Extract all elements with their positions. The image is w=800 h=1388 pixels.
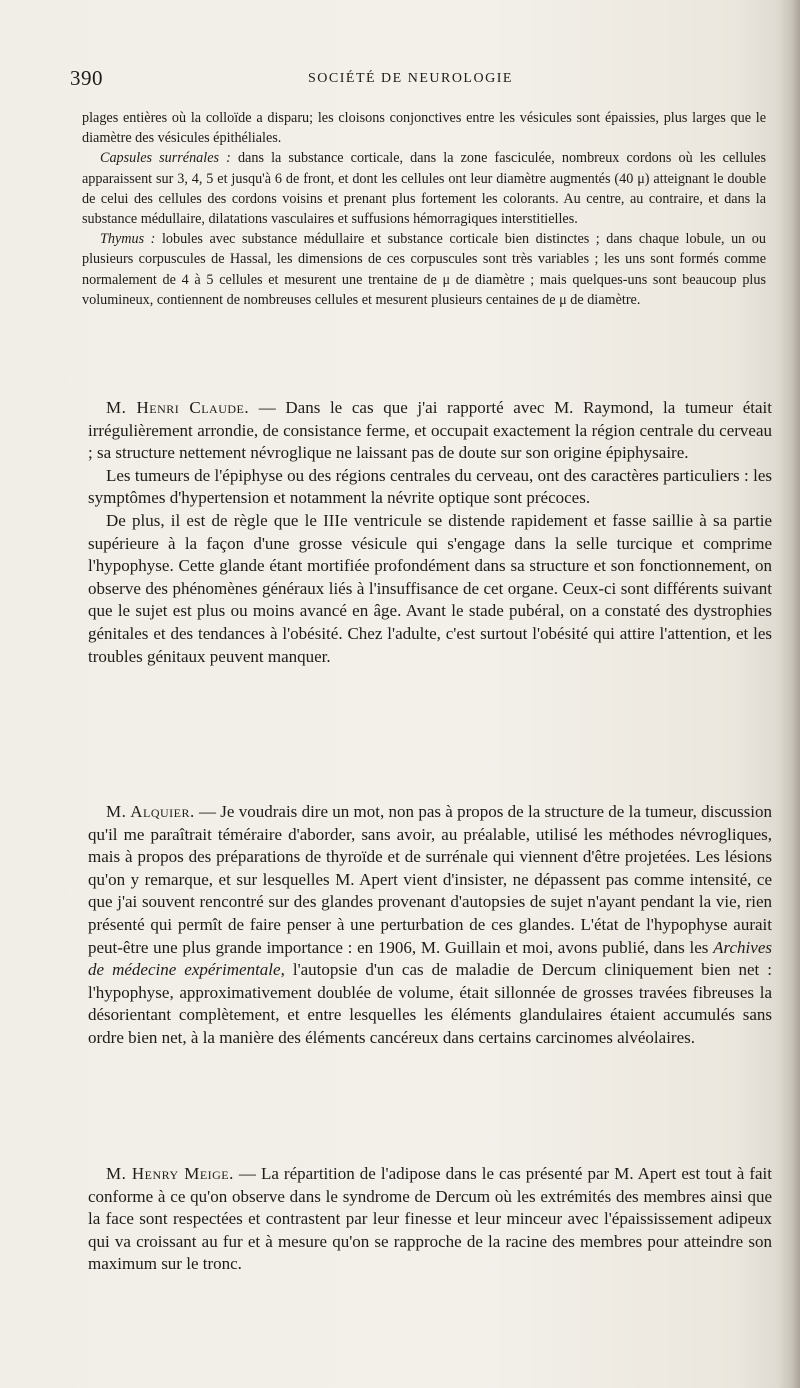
meige-text: — La répartition de l'adipose dans le cas présenté par M. Apert est tout à fait conforme à ce qu'on observe dans le syndrome de Dercum où les extrémités des membres ainsi que la face sont respectées et contrastent par leur finesse et leur minceur avec l'épaississement adipeux qui va croissant au fur et à mesure qu'on se rapproche de la racine des membres pour atteindre son maximum sur le tronc. bbox=[88, 1164, 773, 1274]
adrenal-label: Capsules surrénales : bbox=[100, 150, 231, 167]
alquier-paragraph bbox=[88, 801, 772, 1050]
journal-title: Archives de médecine expérimentale bbox=[88, 937, 772, 980]
alquier-text-b: , l'autopsie d'un cas de maladie de Dercum cliniquement bien net : l'hypophyse, approximativement doublée de volume, était sillonnée de grosses travées fibreuses la désorientant complètement, et entre lesquelles les éléments glandulaires étaient accumulés sans ordre bien net, à la manière des éléments cancéreux dans certains carcinomes alvéolaires. bbox=[88, 960, 772, 1047]
running-title: SOCIÉTÉ DE NEUROLOGIE bbox=[308, 71, 513, 86]
claude-paragraph-2: Les tumeurs de l'épiphyse ou des régions centrales du cerveau, ont des caractères particuliers : les symptômes d'hypertension et notamment la névrite optique sont précoces. bbox=[88, 465, 772, 508]
page-number: 390 bbox=[70, 66, 103, 90]
thyroid-continuation-paragraph: plages entières où la colloïde a disparu; les cloisons conjonctives entre les vésicules sont épaissies, plus larges que le diamètre des vésicules épithéliales. bbox=[82, 110, 766, 147]
alquier-text-a: — Je voudrais dire un mot, non pas à propos de la structure de la tumeur, discussion qu'il me paraîtrait téméraire d'aborder, sans avoir, au préalable, utilisé les méthodes névrogliques, mais à propos des préparations de thyroïde et de surrénale qui viennent d'être projetées. Les lésions qu'on y remarque, et sur lesquelles M. Apert vient d'insister, ne dépassent pas comme intensité, ce que j'ai souvent rencontré sur des glandes provenant d'autopsies de sujet n'ayant pendant la vie, rien présenté qui permît de faire penser à une perturbation de ces glandes. L'état de l'hypophyse aurait peut-être une plus grande importance : en 1906, M. Guillain et moi, avons publié, dans les bbox=[88, 802, 772, 957]
intro-findings bbox=[82, 108, 766, 310]
claude-speaker: M. Henri Claude. bbox=[106, 398, 250, 417]
thymus-text: lobules avec substance médullaire et substance corticale bien distinctes ; dans chaque lobule, un ou plusieurs corpuscules de Hassal, les dimensions de ces corpuscules sont très variables ; les uns sont formés comme normalement de 4 à 5 cellules et mesurent une trentaine de μ de diamètre ; mais quelques-uns sont beaucoup plus volumineux, contiennent de nombreuses cellules et mesurent plusieurs centaines de μ de diamètre. bbox=[82, 231, 766, 308]
claude-paragraph-3: De plus, il est de règle que le IIIe ventricule se distende rapidement et fasse saillie à sa partie supérieure à la façon d'une grosse vésicule qui s'engage dans la selle turcique et comprime l'hypophyse. Cette glande étant mortifiée profondément dans sa structure et son fonctionnement, on observe des phénomènes généraux liés à l'insuffisance de cet organe. Ceux-ci sont différents suivant que le sujet est plus ou moins avancé en âge. Avant le stade pubéral, on a constaté des dystrophies génitales et des tendances à l'obésité. Chez l'adulte, c'est surtout l'obésité qui attire l'attention, et les troubles génitaux peuvent manquer. bbox=[88, 510, 772, 666]
meige-paragraph bbox=[88, 1163, 772, 1276]
claude-text-1: — Dans le cas que j'ai rapporté avec M. Raymond, la tumeur était irrégulièrement arrondie, de consistance ferme, et occupait exactement la région centrale du cerveau ; sa structure nettement névroglique ne laissant pas de doute sur son origine épiphysaire. bbox=[88, 398, 772, 463]
alquier-discussion bbox=[88, 801, 772, 1050]
adrenal-paragraph bbox=[82, 148, 766, 229]
claude-discussion bbox=[88, 397, 772, 668]
page-edge-shadow bbox=[778, 0, 800, 1388]
meige-discussion bbox=[88, 1163, 772, 1276]
alquier-speaker: M. Alquier. bbox=[106, 802, 195, 821]
thymus-paragraph bbox=[82, 229, 766, 310]
thymus-label: Thymus : bbox=[100, 231, 156, 248]
meige-speaker: M. Henry Meige. bbox=[106, 1164, 234, 1183]
claude-paragraph-1 bbox=[88, 397, 772, 465]
page-header bbox=[70, 66, 770, 96]
adrenal-text: dans la substance corticale, dans la zone fasciculée, nombreux cordons où les cellules apparaissent sur 3, 4, 5 et jusqu'à 6 de front, et dont les cellules ont leur diamètre augmentés (40 μ) atteignant le double de celui des cellules des cordons voisins et prenant plus fortement les colorants. Au centre, au contraire, et dans la substance médullaire, dilatations vasculaires et suffusions hémorragiques interstitielles. bbox=[82, 150, 766, 228]
